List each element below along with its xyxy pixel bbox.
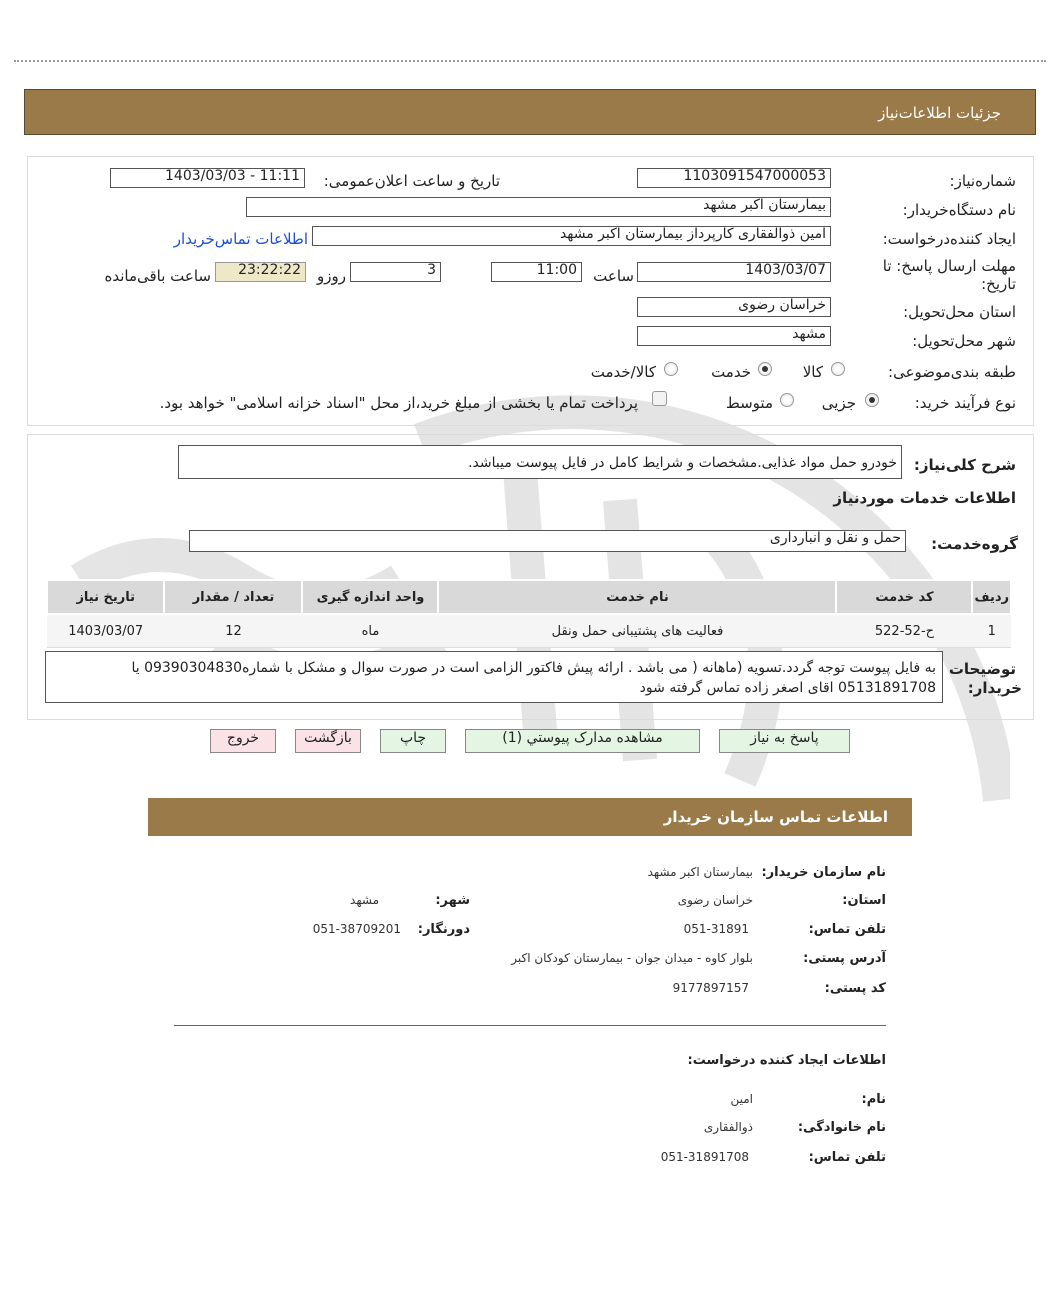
contact-city-label: شهر: bbox=[435, 893, 470, 908]
category-goods-label: کالا bbox=[802, 363, 823, 381]
purchase-type-label: نوع فرآیند خرید: bbox=[914, 394, 1016, 412]
creator-section-title: اطلاعات ایجاد کننده درخواست: bbox=[687, 1053, 886, 1068]
reply-button[interactable]: پاسخ به نیاز bbox=[719, 729, 850, 753]
buyer-contact-link[interactable]: اطلاعات تماس‌خریدار bbox=[173, 230, 308, 248]
buyer-notes-line1: به فایل پیوست توجه گردد.تسویه (ماهانه ( می باشد . ارائه پیش فاکتور الزامی است در صورت سوال و مشکل با شماره09390304830 یا bbox=[131, 660, 936, 676]
buyer-org-field[interactable]: بیمارستان اکبر مشهد bbox=[246, 197, 831, 217]
col-service-name: نام خدمت bbox=[438, 580, 836, 614]
deadline-label-line2: تاریخ: bbox=[981, 275, 1016, 293]
creator-family-label: نام خانوادگی: bbox=[797, 1120, 886, 1135]
contact-city-value: مشهد bbox=[350, 893, 379, 907]
creator-name-label: نام: bbox=[861, 1092, 886, 1107]
contact-province-label: استان: bbox=[842, 893, 886, 908]
org-label: نام سازمان خریدار: bbox=[761, 865, 886, 880]
contact-phone-label: تلفن تماس: bbox=[808, 922, 886, 937]
contact-address-label: آدرس پستی: bbox=[803, 951, 886, 966]
buyer-notes-label-line2: خریدار: bbox=[967, 679, 1022, 697]
cell-service-name: فعالیت های پشتیبانی حمل ونقل bbox=[438, 614, 836, 648]
category-both-label: کالا/خدمت bbox=[590, 363, 656, 381]
purchase-minor-radio[interactable] bbox=[865, 393, 879, 407]
category-goods-radio[interactable] bbox=[831, 362, 845, 376]
details-header-bar bbox=[24, 89, 1036, 135]
contact-address-value: بلوار کاوه - میدان جوان - بیمارستان کودکان اکبر bbox=[511, 951, 753, 965]
treasury-payment-checkbox[interactable] bbox=[652, 391, 667, 406]
buyer-notes-label-line1: توضیحات bbox=[948, 660, 1016, 678]
org-value: بیمارستان اکبر مشهد bbox=[647, 865, 753, 879]
contact-fax-value: 051-38709201 bbox=[312, 922, 401, 936]
purchase-medium-radio[interactable] bbox=[780, 393, 794, 407]
contact-header-bar bbox=[148, 798, 912, 836]
category-service-radio[interactable] bbox=[758, 362, 772, 376]
col-quantity: تعداد / مقدار bbox=[164, 580, 302, 614]
announce-date-label: تاریخ و ساعت اعلان‌عمومی: bbox=[323, 172, 500, 190]
contact-province-value: خراسان رضوی bbox=[677, 893, 753, 907]
summary-label: شرح کلی‌نیاز: bbox=[913, 456, 1016, 474]
need-number-field[interactable]: 1103091547000053 bbox=[637, 168, 831, 188]
requester-label: ایجاد کننده‌درخواست: bbox=[882, 230, 1016, 248]
services-table bbox=[46, 579, 1012, 648]
print-button[interactable]: چاپ bbox=[380, 729, 446, 753]
contact-fax-label: دورنگار: bbox=[417, 922, 470, 937]
category-label: طبقه بندی‌موضوعی: bbox=[888, 363, 1016, 381]
exit-button[interactable]: خروج bbox=[210, 729, 276, 753]
cell-need-date: 1403/03/07 bbox=[47, 614, 164, 648]
cell-unit: ماه bbox=[302, 614, 438, 648]
remaining-time-label: ساعت باقی‌مانده bbox=[104, 267, 211, 285]
deadline-time-label: ساعت bbox=[593, 267, 634, 285]
col-unit: واحد اندازه گیری bbox=[302, 580, 438, 614]
table-row bbox=[47, 614, 1011, 648]
announce-date-field[interactable]: 1403/03/03 - 11:11 bbox=[110, 168, 305, 188]
city-field[interactable]: مشهد bbox=[637, 326, 831, 346]
contact-phone-value: 051-31891 bbox=[683, 922, 749, 936]
back-button[interactable]: بازگشت bbox=[295, 729, 361, 753]
buyer-notes-box bbox=[45, 651, 943, 703]
deadline-date-field[interactable]: 1403/03/07 bbox=[637, 262, 831, 282]
col-row-number: ردیف bbox=[972, 580, 1011, 614]
top-divider bbox=[14, 60, 1046, 62]
col-service-code: کد خدمت bbox=[836, 580, 972, 614]
remaining-time-field: 23:22:22 bbox=[215, 262, 306, 282]
category-service-label: خدمت bbox=[711, 363, 751, 381]
buyer-org-label: نام دستگاه‌خریدار: bbox=[902, 201, 1016, 219]
service-group-label: گروه‌خدمت: bbox=[931, 535, 1018, 553]
province-label: استان محل‌تحویل: bbox=[903, 303, 1016, 321]
service-group-field[interactable]: حمل و نقل و انبارداری bbox=[189, 530, 906, 552]
purchase-minor-label: جزیی bbox=[821, 394, 856, 412]
purchase-medium-label: متوسط bbox=[725, 394, 773, 412]
services-table-header bbox=[47, 580, 1011, 614]
col-need-date: تاریخ نیاز bbox=[47, 580, 164, 614]
deadline-time-field[interactable]: 11:00 bbox=[491, 262, 582, 282]
details-header-title: جزئیات اطلاعات‌نیاز bbox=[878, 104, 1001, 122]
summary-field: خودرو حمل مواد غذایی.مشخصات و شرایط کامل در فایل پیوست میباشد. bbox=[178, 445, 902, 479]
province-field[interactable]: خراسان رضوی bbox=[637, 297, 831, 317]
contact-postal-value: 9177897157 bbox=[672, 981, 749, 995]
city-label: شهر محل‌تحویل: bbox=[912, 332, 1016, 350]
buyer-notes-line2: 05131891708 اقای اصغر زاده تماس گرفته شود bbox=[639, 680, 936, 696]
cell-quantity: 12 bbox=[164, 614, 302, 648]
creator-family-value: ذوالفقاری bbox=[703, 1120, 753, 1134]
deadline-label-line1: مهلت ارسال پاسخ: تا bbox=[882, 257, 1016, 275]
category-both-radio[interactable] bbox=[664, 362, 678, 376]
deadline-days-field[interactable]: 3 bbox=[350, 262, 441, 282]
creator-phone-label: تلفن تماس: bbox=[808, 1150, 886, 1165]
requester-field[interactable]: امین ذوالفقاری کارپرداز بیمارستان اکبر مشهد bbox=[312, 226, 831, 246]
deadline-days-label: روزو bbox=[317, 267, 346, 285]
contact-postal-label: کد پستی: bbox=[824, 981, 886, 996]
creator-phone-value: 051-31891708 bbox=[660, 1150, 749, 1164]
cell-service-code: ح-52-522 bbox=[836, 614, 972, 648]
need-number-label: شماره‌نیاز: bbox=[949, 172, 1016, 190]
cell-row-number: 1 bbox=[972, 614, 1011, 648]
contact-header-title: اطلاعات تماس سازمان خریدار bbox=[663, 808, 888, 826]
contact-divider bbox=[174, 1025, 886, 1026]
view-attachments-button[interactable]: مشاهده مدارک پیوستي (1) bbox=[465, 729, 700, 753]
services-section-title: اطلاعات خدمات موردنیاز bbox=[833, 489, 1016, 507]
creator-name-value: امین bbox=[730, 1092, 753, 1106]
treasury-payment-label: پرداخت تمام یا بخشی از مبلغ خرید،از محل "اسناد خزانه اسلامی" خواهد بود. bbox=[159, 394, 638, 412]
